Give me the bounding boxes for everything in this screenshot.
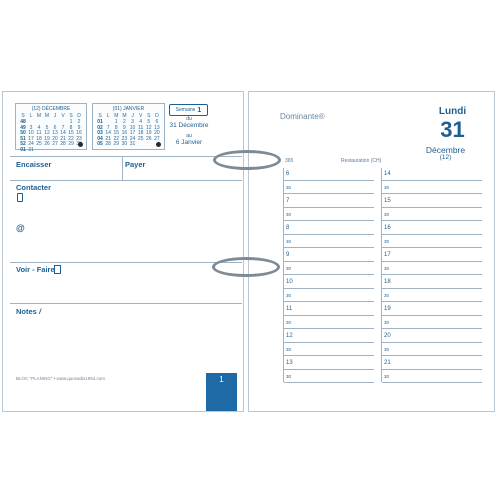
half-hour-line (284, 274, 374, 275)
day-cell: 18 (137, 130, 144, 136)
hour-label: 16 (384, 225, 391, 231)
weekday-letter: S (98, 113, 102, 119)
day-cell: 31 (28, 146, 34, 153)
day-cell: 25 (36, 141, 42, 147)
pencil-icon: / (38, 307, 42, 316)
hour-label: 19 (384, 306, 391, 312)
day-cell: 30 (121, 141, 128, 147)
half-hour-label: 30 (286, 292, 292, 298)
half-hour-line (382, 247, 482, 248)
day-cell: 24 (28, 141, 34, 147)
day-cell: 2 (77, 119, 81, 125)
column-separator (283, 168, 284, 382)
day-cell (51, 147, 59, 153)
day-cell: 14 (105, 130, 111, 136)
moon-icon (78, 142, 83, 147)
divider (10, 303, 242, 304)
hour-line (382, 288, 482, 289)
day-cell: 16 (121, 130, 128, 136)
week-number: 52 (20, 141, 26, 147)
weekday-letter: M (114, 113, 119, 119)
half-hour-label: 30 (286, 373, 292, 379)
day-cell: 23 (76, 135, 82, 142)
hour-line (382, 234, 482, 235)
hour-label: 12 (286, 333, 293, 339)
day-cell: 29 (68, 141, 74, 147)
divider (10, 156, 242, 157)
day-cell: 2 (123, 119, 126, 125)
day-name: Lundi (438, 106, 467, 117)
half-hour-line (382, 328, 482, 329)
divider (122, 156, 123, 180)
week-number: 05 (97, 141, 103, 147)
hour-label: 8 (286, 225, 290, 231)
half-hour-label: 30 (384, 292, 390, 298)
day-cell: 14 (60, 130, 66, 136)
day-cell: 26 (146, 135, 152, 142)
day-cell: 13 (52, 130, 58, 136)
day-cell: 7 (61, 124, 65, 131)
weekday-letter: L (106, 113, 110, 119)
hour-line (382, 315, 482, 316)
day-cell: 12 (44, 130, 50, 136)
day-cell: 15 (113, 130, 120, 136)
half-hour-line (284, 220, 374, 221)
weekday-letter: J (131, 113, 134, 119)
email-at-label: @ (16, 223, 25, 233)
day-cell: 8 (69, 124, 73, 131)
mini-calendar-january (92, 103, 165, 150)
day-cell: 12 (146, 124, 152, 131)
weekday-letter: J (53, 113, 57, 119)
day-cell: 22 (68, 135, 74, 142)
day-cell: 21 (60, 135, 66, 142)
day-cell: 7 (106, 124, 110, 131)
hour-label: 20 (384, 333, 391, 339)
notes-label: Notes / (16, 307, 42, 316)
hour-line (284, 180, 374, 181)
day-cell: 23 (121, 135, 128, 142)
half-hour-label: 30 (286, 265, 292, 271)
column-separator (381, 168, 382, 382)
day-cell: 27 (154, 135, 160, 142)
day-cell: 9 (77, 124, 81, 131)
day-number: 31 (440, 117, 465, 142)
day-cell: 16 (76, 130, 82, 136)
hour-line (382, 207, 482, 208)
weekday-letter: S (21, 113, 25, 119)
day-cell: 29 (113, 141, 120, 147)
day-cell (67, 147, 75, 153)
day-cell: 19 (146, 130, 152, 136)
day-cell: 20 (52, 135, 58, 142)
day-cell: 13 (154, 124, 160, 131)
day-cell (35, 147, 43, 153)
day-cell: 17 (129, 130, 136, 136)
brand-dominante: Dominante® (280, 112, 325, 121)
hour-label: 7 (286, 198, 290, 204)
phone-icon (17, 193, 23, 202)
moon-icon (156, 142, 161, 147)
binder-ring-top (213, 150, 281, 170)
du-label: du (186, 116, 192, 122)
half-hour-line (382, 382, 482, 383)
month-number: (12) (439, 154, 452, 161)
hour-label: 15 (384, 198, 391, 204)
half-hour-line (284, 301, 374, 302)
hour-label: 6 (286, 171, 290, 177)
day-cell: 25 (137, 135, 144, 142)
hour-line (284, 315, 374, 316)
au-label: au (186, 133, 192, 139)
hour-line (382, 180, 482, 181)
half-hour-line (284, 355, 374, 356)
half-hour-line (382, 193, 482, 194)
voir-faire-label: Voir - Faire (16, 265, 55, 274)
au-date: 6 Janvier (175, 139, 203, 146)
hour-label: 18 (384, 279, 391, 285)
day-cell: 6 (53, 124, 57, 131)
day-cell: 27 (52, 141, 58, 147)
day-cell: 3 (131, 119, 134, 125)
day-cell: 9 (123, 124, 126, 131)
hour-label: 17 (384, 252, 391, 258)
hour-line (284, 288, 374, 289)
day-cell: 10 (28, 130, 34, 136)
divider (10, 180, 242, 181)
day-cell (137, 141, 145, 147)
week-number: 03 (97, 130, 103, 136)
half-hour-line (284, 382, 374, 383)
hour-line (284, 207, 374, 208)
week-number: 49 (20, 124, 26, 131)
half-hour-label: 30 (384, 319, 390, 325)
mini-cal-title: (12) DÉCEMBRE (31, 106, 71, 112)
day-cell: 28 (60, 141, 66, 147)
day-cell: 4 (139, 119, 143, 125)
day-cell: 15 (68, 130, 74, 136)
hour-line (284, 342, 374, 343)
binder-ring-bottom (212, 257, 280, 277)
weekday-letter: M (44, 113, 50, 119)
half-hour-label: 30 (286, 211, 292, 217)
clipboard-icon (54, 265, 61, 274)
half-hour-label: 30 (384, 373, 390, 379)
month-name: Décembre (425, 145, 466, 155)
day-cell: 4 (37, 124, 41, 131)
hour-line (284, 369, 374, 370)
half-hour-label: 30 (286, 319, 292, 325)
page-number-tab: 1 (206, 373, 237, 411)
half-hour-line (382, 274, 482, 275)
hour-line (382, 369, 482, 370)
half-hour-line (382, 301, 482, 302)
divider (10, 262, 242, 263)
day-cell: 20 (154, 130, 160, 136)
day-cell: 6 (155, 119, 159, 125)
hour-label: 14 (384, 171, 391, 177)
week-number: 48 (20, 119, 26, 125)
payer-label: Payer (125, 160, 146, 169)
half-hour-label: 30 (384, 211, 390, 217)
day-cell: 17 (28, 135, 34, 142)
day-cell: 22 (113, 135, 120, 142)
encaisser-label: Encaisser (16, 160, 52, 169)
saint-name: Restauration (CH) (341, 158, 382, 164)
half-hour-line (382, 355, 482, 356)
day-cell (75, 147, 83, 153)
half-hour-label: 30 (384, 184, 390, 190)
week-number: 01 (97, 119, 103, 125)
day-cell (43, 147, 51, 153)
hour-line (284, 234, 374, 235)
week-number: 01 (20, 146, 26, 153)
day-cell: 24 (129, 135, 136, 142)
day-cell: 19 (44, 135, 50, 142)
hour-label: 11 (286, 306, 293, 312)
mini-calendar-december (15, 103, 87, 153)
day-cell: 8 (114, 124, 118, 131)
day-of-year: 365 (285, 158, 294, 164)
footer-text: BLOC "PLANING" • www.quovadis1954.com (16, 376, 106, 381)
half-hour-label: 30 (286, 238, 292, 244)
half-hour-label: 30 (384, 265, 390, 271)
half-hour-line (284, 193, 374, 194)
weekday-letter: V (139, 113, 143, 119)
weekday-letter: D (77, 113, 81, 119)
hour-label: 21 (384, 360, 391, 366)
half-hour-line (284, 328, 374, 329)
hour-line (382, 342, 482, 343)
mini-cal-row (96, 141, 161, 147)
hour-label: 13 (286, 360, 293, 366)
du-date: 31 Décembre (169, 122, 209, 129)
hour-label: 10 (286, 279, 293, 285)
weekday-letter: L (29, 113, 33, 119)
hour-label: 9 (286, 252, 290, 258)
day-cell: 1 (69, 119, 73, 125)
day-cell: 1 (114, 119, 118, 125)
hour-line (382, 261, 482, 262)
day-cell: 3 (29, 124, 33, 131)
weekday-letter: M (122, 113, 127, 119)
weekday-letter: M (36, 113, 42, 119)
half-hour-label: 30 (286, 184, 292, 190)
weekday-letter: V (61, 113, 65, 119)
half-hour-label: 30 (384, 238, 390, 244)
mini-cal-row (19, 147, 83, 153)
week-number: 51 (20, 135, 26, 142)
week-number: 04 (97, 135, 103, 142)
day-cell: 10 (129, 124, 136, 131)
half-hour-line (284, 247, 374, 248)
day-cell: 28 (105, 141, 111, 147)
mini-cal-title: (01) JANVIER (112, 106, 145, 112)
day-cell: 31 (129, 141, 136, 147)
weekday-letter: S (147, 113, 151, 119)
half-hour-label: 30 (286, 346, 292, 352)
contacter-label: Contacter (16, 183, 52, 192)
half-hour-line (382, 220, 482, 221)
hour-line (284, 261, 374, 262)
day-cell (59, 147, 67, 153)
day-cell: 18 (36, 135, 42, 142)
day-cell: 21 (105, 135, 111, 142)
day-cell: 26 (44, 141, 50, 147)
day-cell: 5 (45, 124, 49, 131)
week-badge: Semaine 1 (169, 104, 208, 116)
half-hour-label: 30 (384, 346, 390, 352)
weekday-letter: S (69, 113, 73, 119)
week-number: 02 (97, 124, 103, 131)
day-cell: 11 (36, 130, 42, 136)
day-cell: 5 (147, 119, 151, 125)
weekday-letter: D (155, 113, 159, 119)
week-number: 50 (20, 130, 26, 136)
day-cell (145, 141, 153, 147)
day-cell: 11 (138, 124, 144, 131)
